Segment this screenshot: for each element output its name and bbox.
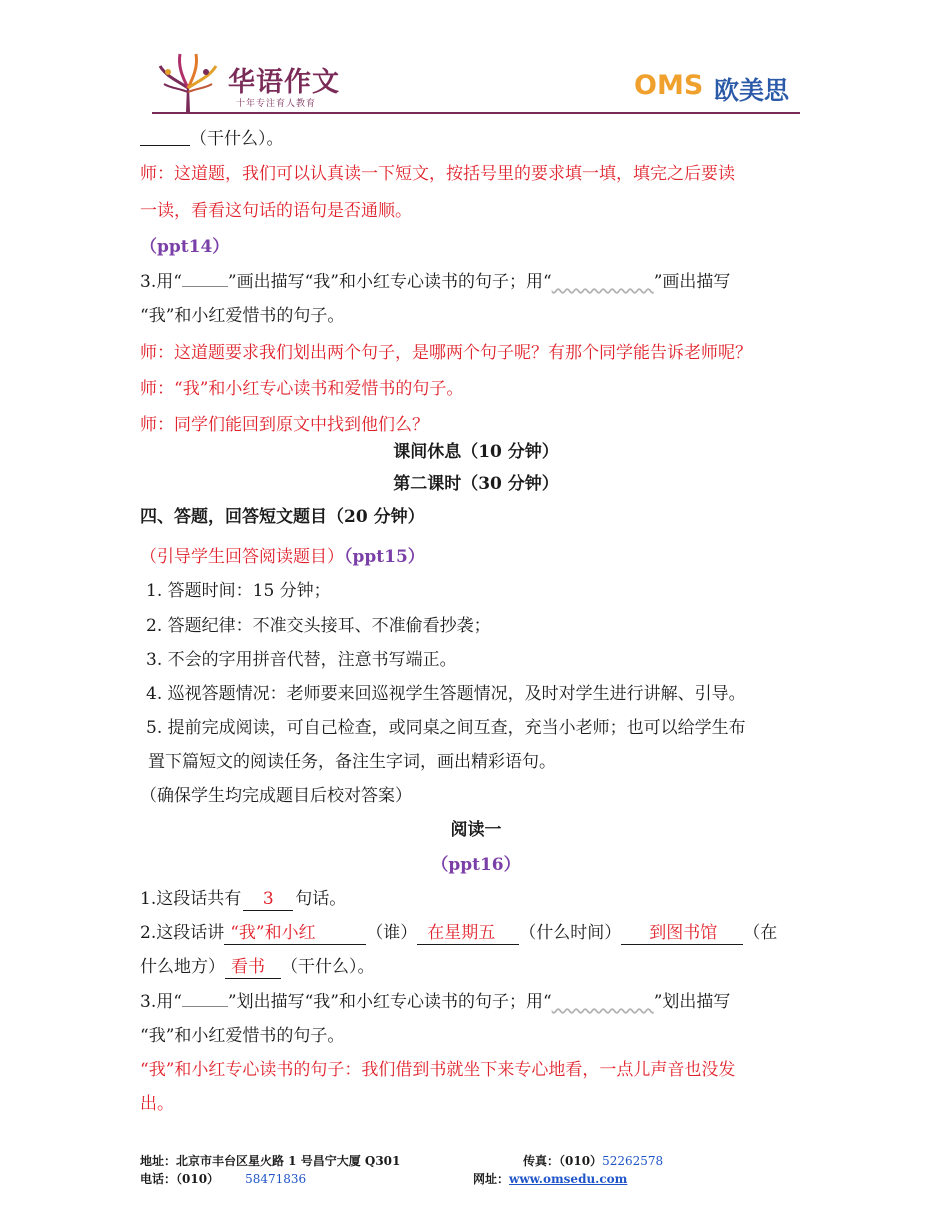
teacher-line-4: 师：“我”和小红专心读书和爱惜书的句子。 xyxy=(140,379,464,399)
rule-2: 2. 答题纪律：不准交头接耳、不准偷看抄袭； xyxy=(146,616,491,636)
oms-logo-text: OMS xyxy=(634,70,704,101)
teacher-line-5: 师：同学们能回到原文中找到他们么？ xyxy=(140,415,429,435)
teacher-line-1: 师：这道题，我们可以认真读一下短文，按括号里的要求填一填，填完之后要读 xyxy=(140,164,735,184)
guide-line: （引导学生回答阅读题目）（ppt15） xyxy=(140,547,425,567)
ppt-label-16: （ppt16） xyxy=(431,855,521,875)
teacher-line-2: 一读，看看这句话的语句是否通顺。 xyxy=(140,201,412,221)
teacher-line-3: 师：这道题要求我们划出两个句子，是哪两个句子呢？有那个同学能告诉老师呢？ xyxy=(140,343,752,363)
oms-logo xyxy=(628,70,803,104)
oms-logo-name: 欧美思 xyxy=(714,76,790,105)
line-answer-blank: （干什么）。 xyxy=(140,128,284,150)
rule-1: 1. 答题时间：15 分钟； xyxy=(146,581,331,601)
footer-fax: 传真：（010）52262578 xyxy=(523,1154,664,1168)
footer-address: 地址：北京市丰台区星火路 1 号昌宁大厦 Q301 xyxy=(140,1154,401,1168)
question-3-line-2: “我”和小红爱惜书的句子。 xyxy=(140,306,345,326)
tree-icon xyxy=(156,52,220,114)
rule-5: 5. 提前完成阅读，可自己检查，或同桌之间互查，充当小老师；也可以给学生布 xyxy=(146,718,746,738)
reading-q3: 3.用“ ”划出描写“我”和小红专心读书的句子；用“ ”划出描写 xyxy=(140,992,731,1012)
brand-slogan: 十年专注育人教育 xyxy=(236,99,317,109)
huayu-logo xyxy=(156,52,356,114)
brand-name: 华语作文 xyxy=(228,67,340,98)
ensure-line: （确保学生均完成题目后校对答案） xyxy=(140,786,412,806)
ppt-label-14: （ppt14） xyxy=(140,237,230,257)
website-link[interactable]: www.omsedu.com xyxy=(509,1172,628,1186)
page-header xyxy=(150,44,802,116)
rule-4: 4. 巡视答题情况：老师要来回巡视学生答题情况，及时对学生进行讲解、引导。 xyxy=(146,684,746,704)
footer-website: 网址：www.omsedu.com xyxy=(473,1172,628,1186)
reading-q3-cont: “我”和小红爱惜书的句子。 xyxy=(140,1026,345,1046)
lesson-2-title: 第二课时（30 分钟） xyxy=(393,474,559,494)
reading-q2-cont: 什么地方） 看书 （干什么）。 xyxy=(140,957,375,977)
reading-title: 阅读一 xyxy=(450,820,502,840)
question-3-line: 3.用“ ”画出描写“我”和小红专心读书的句子；用“ ”画出描写 xyxy=(140,272,731,292)
section-4-title: 四、答题，回答短文题目（20 分钟） xyxy=(140,507,425,527)
answer-line-1: “我”和小红专心读书的句子：我们借到书就坐下来专心地看，一点儿声音也没发 xyxy=(140,1060,736,1080)
rule-5-cont: 置下篇短文的阅读任务，备注生字词，画出精彩语句。 xyxy=(148,752,556,772)
rule-3: 3. 不会的字用拼音代替，注意书写端正。 xyxy=(146,650,457,670)
break-title: 课间休息（10 分钟） xyxy=(393,442,559,462)
footer-phone: 电话：（010） 58471836 xyxy=(140,1172,307,1186)
reading-q1: 1.这段话共有 3 句话。 xyxy=(140,889,347,909)
reading-q2: 2.这段话讲 “我”和小红 （谁） 在星期五 （什么时间） 到图书馆 （在 xyxy=(140,923,778,943)
answer-line-2: 出。 xyxy=(140,1094,174,1114)
header-divider xyxy=(152,112,800,114)
